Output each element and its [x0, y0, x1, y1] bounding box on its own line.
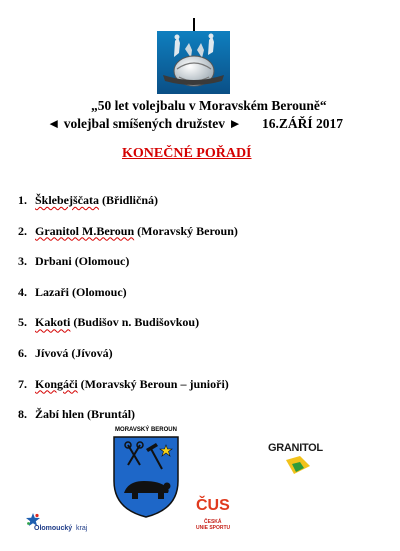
rank-number: 2. [18, 223, 27, 238]
team-name: Kakoti [35, 315, 71, 330]
crest-label: MORAVSKÝ BEROUN [115, 427, 177, 433]
kraj-name: Olomoucký [34, 525, 73, 532]
team-name: Jívová [35, 345, 69, 360]
kraj-label: kraj [76, 525, 88, 532]
volleyball-logo [157, 31, 230, 94]
granitol-wordmark: GRANITOL [268, 442, 323, 454]
olomoucky-kraj-logo [24, 513, 104, 539]
list-item [18, 284, 238, 315]
list-item [18, 314, 238, 345]
rank-number: 3. [18, 254, 27, 269]
rank-number: 6. [18, 345, 27, 360]
rank-number: 1. [18, 193, 27, 207]
cus-line1: ČESKÁ [204, 519, 222, 525]
team-location: (Moravský Beroun – junioři) [80, 376, 229, 391]
granitol-logo [268, 442, 330, 476]
team-name: Drbani [35, 254, 72, 269]
list-item [18, 223, 238, 254]
cus-mark: ČUS [196, 497, 230, 514]
rank-number: 5. [18, 315, 27, 330]
text-cursor [193, 18, 195, 32]
results-title: KONEČNÉ POŘADÍ [122, 146, 252, 161]
rank-number: 7. [18, 376, 27, 391]
team-location: (Břidličná) [102, 193, 158, 207]
event-title: „50 let volejbalu v Moravském Berouně“ [91, 98, 327, 113]
team-location: (Budišov n. Budišovkou) [73, 315, 200, 330]
team-location: (Bruntál) [87, 407, 136, 422]
list-item [18, 192, 238, 223]
list-item [18, 376, 238, 407]
event-date: 16.ZÁŘÍ 2017 [262, 116, 344, 131]
team-location: (Jívová) [71, 345, 113, 360]
team-name: Granitol M.Beroun [35, 223, 135, 238]
team-location: (Olomouc) [74, 254, 130, 269]
list-item [18, 345, 238, 376]
cus-line2: UNIE SPORTU [196, 525, 231, 531]
team-name: Kongáči [35, 376, 78, 391]
ranking-list [18, 192, 238, 437]
team-name: Lazaři [35, 284, 69, 299]
rank-number: 4. [18, 284, 27, 299]
team-location: (Olomouc) [72, 284, 127, 299]
cus-logo [190, 497, 240, 541]
rank-number: 8. [18, 407, 27, 422]
moravsky-beroun-crest [110, 427, 182, 519]
list-item [18, 253, 238, 284]
team-name: Šklebejščata [35, 193, 99, 207]
team-location: (Moravský Beroun) [137, 223, 238, 238]
team-name: Žabí hlen [35, 407, 85, 422]
event-subtitle: ◄ volejbal smíšených družstev ► [47, 116, 242, 131]
